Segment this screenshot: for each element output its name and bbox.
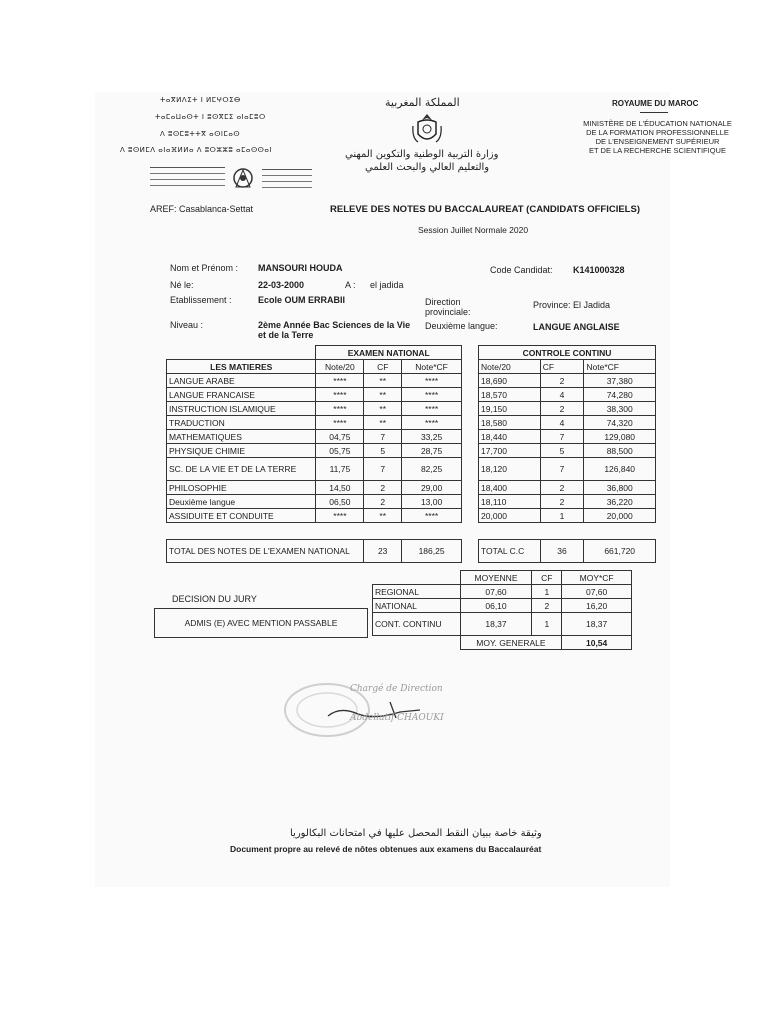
- summary-cf: 1: [532, 585, 562, 599]
- birth-date: 22-03-2000: [258, 280, 305, 290]
- national-cf: **: [364, 416, 402, 430]
- summary-row-label: NATIONAL: [373, 599, 461, 613]
- cc-col-note: Note/20: [479, 360, 541, 374]
- national-total-cf: 23: [364, 540, 402, 563]
- cc-row: [479, 416, 656, 430]
- national-total-table: [166, 539, 462, 563]
- summary-col-moyenne: MOYENNE: [460, 571, 532, 585]
- cc-cf: 2: [540, 481, 584, 495]
- document-title: RELEVE DES NOTES DU BACCALAUREAT (CANDIDATS OFFICIELS): [330, 204, 640, 215]
- fr-ministry-line-3: DE L'ENSEIGNEMENT SUPÉRIEUR: [595, 137, 720, 146]
- code-label: Code Candidat:: [490, 265, 553, 275]
- subject-name: INSTRUCTION ISLAMIQUE: [167, 402, 316, 416]
- col-subject: LES MATIERES: [167, 360, 316, 374]
- national-note-cf: ****: [402, 509, 462, 523]
- subject-name: TRADUCTION: [167, 416, 316, 430]
- cc-col-cf: CF: [540, 360, 584, 374]
- summary-col-moy-cf: MOY*CF: [562, 571, 632, 585]
- national-note: 04,75: [316, 430, 364, 444]
- subject-name: PHILOSOPHIE: [167, 481, 316, 495]
- cc-note-cf: 36,800: [584, 481, 656, 495]
- national-note: ****: [316, 416, 364, 430]
- subject-row: [167, 388, 462, 402]
- moy-generale-label: MOY. GENERALE: [460, 636, 562, 650]
- subject-name: ASSIDUITE ET CONDUITE: [167, 509, 316, 523]
- cc-cf: 4: [540, 388, 584, 402]
- second-language: LANGUE ANGLAISE: [533, 322, 620, 332]
- summary-table: [372, 570, 632, 650]
- summary-col-cf: CF: [532, 571, 562, 585]
- cc-row: [479, 481, 656, 495]
- national-cf: 7: [364, 458, 402, 481]
- national-note: ****: [316, 374, 364, 388]
- cc-note-cf: 37,380: [584, 374, 656, 388]
- national-note: 11,75: [316, 458, 364, 481]
- birth-place: el jadida: [370, 280, 404, 290]
- cc-cf: 5: [540, 444, 584, 458]
- cc-row: [479, 388, 656, 402]
- subject-row: [167, 402, 462, 416]
- subject-row: [167, 458, 462, 481]
- continuous-control-table: [478, 345, 656, 523]
- summary-moy-cf: 07,60: [562, 585, 632, 599]
- national-note: 05,75: [316, 444, 364, 458]
- signature-name: Abdellatif CHAOUKI: [350, 713, 444, 723]
- cc-cf: 2: [540, 402, 584, 416]
- national-exam-table: [166, 345, 462, 523]
- cc-note-cf: 74,280: [584, 388, 656, 402]
- subject-name: SC. DE LA VIE ET DE LA TERRE: [167, 458, 316, 481]
- subject-name: PHYSIQUE CHIMIE: [167, 444, 316, 458]
- subject-row: [167, 481, 462, 495]
- fr-ministry-line-4: ET DE LA RECHERCHE SCIENTIFIQUE: [589, 146, 726, 155]
- cc-cf: 2: [540, 374, 584, 388]
- national-note: ****: [316, 509, 364, 523]
- subject-name: LANGUE FRANCAISE: [167, 388, 316, 402]
- fr-ministry-line-2: DE LA FORMATION PROFESSIONNELLE: [586, 128, 729, 137]
- cc-note-cf: 36,220: [584, 495, 656, 509]
- aref-label: AREF: Casablanca-Settat: [150, 204, 254, 214]
- subject-row: [167, 416, 462, 430]
- jury-label: DECISION DU JURY: [172, 594, 257, 604]
- cc-row: [479, 374, 656, 388]
- cc-total-label: TOTAL C.C: [479, 540, 541, 563]
- school-name: Ecole OUM ERRABII: [258, 295, 346, 305]
- direction-label: Direction provinciale:: [425, 297, 471, 317]
- coat-of-arms-icon: [410, 112, 444, 148]
- national-note-cf: ****: [402, 416, 462, 430]
- tifinagh-line-2: ⵜⴰⵎⴰⵡⴰⵙⵜ ⵏ ⵓⵙⴳⵎⵉ ⴰⵏⴰⵎⵓⵔ: [155, 113, 266, 121]
- national-cf: **: [364, 374, 402, 388]
- summary-cf: 1: [532, 613, 562, 636]
- header-divider: [640, 112, 668, 113]
- cc-cf: 7: [540, 430, 584, 444]
- jury-decision: ADMIS (E) AVEC MENTION PASSABLE: [184, 618, 338, 628]
- cc-row: [479, 444, 656, 458]
- cc-note: 18,580: [479, 416, 541, 430]
- subject-row: [167, 374, 462, 388]
- cc-cf: 4: [540, 416, 584, 430]
- subject-row: [167, 509, 462, 523]
- cc-note: 18,440: [479, 430, 541, 444]
- cc-note: 18,110: [479, 495, 541, 509]
- national-note-cf: ****: [402, 402, 462, 416]
- summary-moyenne: 07,60: [460, 585, 532, 599]
- small-coat-of-arms-icon: [230, 165, 256, 191]
- national-total-label: TOTAL DES NOTES DE L'EXAMEN NATIONAL: [167, 540, 364, 563]
- summary-moyenne: 06,10: [460, 599, 532, 613]
- cc-col-note-cf: Note*CF: [584, 360, 656, 374]
- national-note-cf: 82,25: [402, 458, 462, 481]
- national-cf: **: [364, 402, 402, 416]
- birth-place-label: A :: [345, 280, 356, 290]
- national-cf: **: [364, 388, 402, 402]
- national-note-cf: 29,00: [402, 481, 462, 495]
- moy-generale-value: 10,54: [562, 636, 632, 650]
- national-note: 14,50: [316, 481, 364, 495]
- national-note-cf: 13,00: [402, 495, 462, 509]
- national-header: EXAMEN NATIONAL: [316, 346, 462, 360]
- candidate-code: K141000328: [573, 265, 625, 275]
- national-cf: 5: [364, 444, 402, 458]
- subject-row: [167, 495, 462, 509]
- subject-row: [167, 444, 462, 458]
- tifinagh-line-3: ⴷ ⵓⵙⵎⵓⵜⵜⴳ ⴰⵙⵏⵎⴰⵙ: [160, 130, 241, 138]
- cc-row: [479, 509, 656, 523]
- cc-total-cf: 36: [540, 540, 584, 563]
- national-note: ****: [316, 388, 364, 402]
- school-label: Etablissement :: [170, 295, 232, 305]
- footer-french: Document propre au relevé de nôtes obtenues aux examens du Baccalauréat: [230, 844, 542, 854]
- arabic-ministry-line-2: والتعليم العالي والبحث العلمي: [365, 162, 490, 173]
- national-cf: 7: [364, 430, 402, 444]
- national-note-cf: 28,75: [402, 444, 462, 458]
- col-note: Note/20: [316, 360, 364, 374]
- subject-name: MATHEMATIQUES: [167, 430, 316, 444]
- national-note-cf: ****: [402, 374, 462, 388]
- cc-note-cf: 129,080: [584, 430, 656, 444]
- subject-row: [167, 430, 462, 444]
- national-note-cf: ****: [402, 388, 462, 402]
- summary-moy-cf: 16,20: [562, 599, 632, 613]
- signature-title: Chargé de Direction: [350, 684, 443, 694]
- tifinagh-line-1: ⵜⴰⴳⵍⴷⵉⵜ ⵏ ⵍⵎⵖⵔⵉⴱ: [160, 96, 241, 104]
- arabic-kingdom-title: المملكة المغربية: [385, 96, 460, 109]
- cc-row: [479, 402, 656, 416]
- col-note-cf: Note*CF: [402, 360, 462, 374]
- cc-note-cf: 74,320: [584, 416, 656, 430]
- level: 2ème Année Bac Sciences de la Vie et de la Terre: [258, 320, 411, 340]
- subject-name: LANGUE ARABE: [167, 374, 316, 388]
- national-note: ****: [316, 402, 364, 416]
- cc-note-cf: 20,000: [584, 509, 656, 523]
- subject-name: Deuxième langue: [167, 495, 316, 509]
- born-label: Né le:: [170, 280, 194, 290]
- cc-total-value: 661,720: [584, 540, 656, 563]
- candidate-name: MANSOURI HOUDA: [258, 263, 343, 273]
- province: Province: El Jadida: [533, 300, 611, 310]
- summary-cf: 2: [532, 599, 562, 613]
- fr-kingdom-title: ROYAUME DU MAROC: [612, 99, 699, 108]
- cc-note: 18,400: [479, 481, 541, 495]
- arabic-ministry-line-1: وزارة التربية الوطنية والتكوين المهني: [345, 149, 499, 160]
- summary-moy-cf: 18,37: [562, 613, 632, 636]
- summary-moyenne: 18,37: [460, 613, 532, 636]
- tifinagh-line-4: ⴷ ⵓⵙⵍⵎⴷ ⴰⵏⴰⴼⵍⵍⴰ ⴷ ⵓⵔⵣⵣⵓ ⴰⵎⴰⵙⵙⴰⵏ: [120, 146, 272, 154]
- cc-cf: 2: [540, 495, 584, 509]
- cc-note: 18,120: [479, 458, 541, 481]
- national-cf: **: [364, 509, 402, 523]
- level-label: Niveau :: [170, 320, 204, 330]
- summary-row-label: REGIONAL: [373, 585, 461, 599]
- fr-ministry-line-1: MINISTÈRE DE L'ÉDUCATION NATIONALE: [583, 119, 732, 128]
- summary-row-label: CONT. CONTINU: [373, 613, 461, 636]
- cc-note: 18,690: [479, 374, 541, 388]
- national-cf: 2: [364, 481, 402, 495]
- small-arabic-block: [262, 166, 312, 192]
- cc-row: [479, 495, 656, 509]
- cc-note-cf: 88,500: [584, 444, 656, 458]
- col-cf: CF: [364, 360, 402, 374]
- small-ministry-block: [150, 163, 225, 191]
- cc-cf: 1: [540, 509, 584, 523]
- national-note-cf: 33,25: [402, 430, 462, 444]
- cc-note: 17,700: [479, 444, 541, 458]
- cc-note: 19,150: [479, 402, 541, 416]
- cc-row: [479, 430, 656, 444]
- national-total-value: 186,25: [402, 540, 462, 563]
- national-note: 06,50: [316, 495, 364, 509]
- cc-note-cf: 38,300: [584, 402, 656, 416]
- cc-total-table: [478, 539, 656, 563]
- cc-note: 20,000: [479, 509, 541, 523]
- cc-note-cf: 126,840: [584, 458, 656, 481]
- cc-row: [479, 458, 656, 481]
- national-cf: 2: [364, 495, 402, 509]
- jury-decision-box: [154, 608, 368, 638]
- fr-ministry-block: [565, 119, 750, 155]
- second-language-label: Deuxième langue:: [425, 321, 498, 331]
- footer-arabic: وثيقة خاصة ببيان النقط المحصل عليها في امتحانات البكالوريا: [290, 828, 542, 839]
- cc-cf: 7: [540, 458, 584, 481]
- cc-note: 18,570: [479, 388, 541, 402]
- session-label: Session Juillet Normale 2020: [418, 225, 529, 235]
- continu-header: CONTROLE CONTINU: [479, 346, 656, 360]
- name-label: Nom et Prénom :: [170, 263, 239, 273]
